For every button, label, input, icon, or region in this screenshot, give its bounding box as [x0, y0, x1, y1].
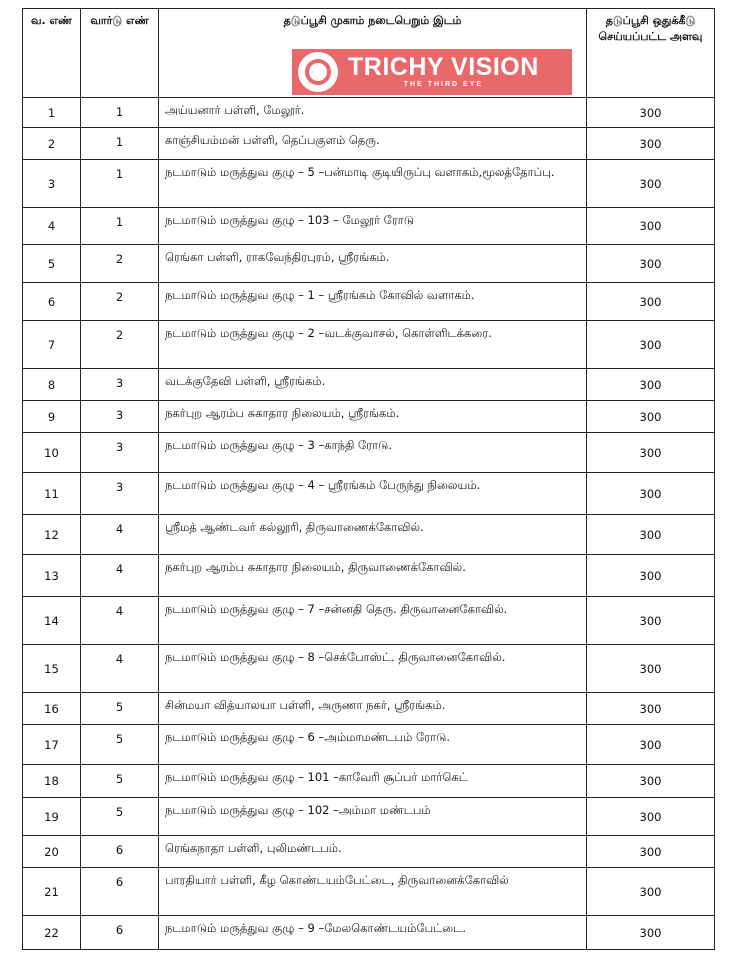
row-ward-number: 5: [81, 798, 159, 836]
row-serial-number: 22: [23, 916, 81, 950]
row-camp-place: நடமாடும் மருத்துவ குழு – 103 – மேலூர் ரோடு: [159, 208, 587, 245]
table-row: [23, 555, 715, 597]
row-ward-number: 6: [81, 868, 159, 916]
row-serial-number: 9: [23, 401, 81, 433]
row-camp-place: நகர்புற ஆரம்ப சுகாதார நிலையம், ஸ்ரீரங்கம்.: [159, 401, 587, 433]
row-allocated-quantity: 300: [587, 597, 715, 645]
table-row: [23, 868, 715, 916]
table-row: [23, 765, 715, 798]
table-row: [23, 645, 715, 693]
table-row: [23, 160, 715, 208]
row-camp-place: சின்மயா வித்யாலயா பள்ளி, அருணா நகர், ஸ்ரீரங்கம்.: [159, 693, 587, 725]
row-camp-place: ஸ்ரீமத் ஆண்டவர் கல்லூரி, திருவாணைக்கோவில்.: [159, 515, 587, 555]
row-allocated-quantity: 300: [587, 283, 715, 321]
row-camp-place: அய்யனார் பள்ளி, மேலூர்.: [159, 98, 587, 128]
row-serial-number: 3: [23, 160, 81, 208]
row-ward-number: 3: [81, 401, 159, 433]
row-allocated-quantity: 300: [587, 473, 715, 515]
row-ward-number: 2: [81, 321, 159, 369]
row-ward-number: 5: [81, 693, 159, 725]
row-allocated-quantity: 300: [587, 321, 715, 369]
row-ward-number: 6: [81, 916, 159, 950]
row-ward-number: 4: [81, 645, 159, 693]
row-ward-number: 1: [81, 208, 159, 245]
row-camp-place: நடமாடும் மருத்துவ குழு – 1 – ஸ்ரீரங்கம் கோவில் வளாகம்.: [159, 283, 587, 321]
row-ward-number: 3: [81, 473, 159, 515]
table-row: [23, 725, 715, 765]
row-serial-number: 17: [23, 725, 81, 765]
row-ward-number: 4: [81, 597, 159, 645]
row-allocated-quantity: 300: [587, 245, 715, 283]
row-serial-number: 5: [23, 245, 81, 283]
table-row: [23, 128, 715, 160]
header-ward-number: வார்டு எண்: [81, 9, 159, 98]
table-row: [23, 433, 715, 473]
row-camp-place: ரெங்கா பள்ளி, ராகவேந்திரபுரம், ஸ்ரீரங்கம்.: [159, 245, 587, 283]
row-ward-number: 6: [81, 836, 159, 868]
row-serial-number: 12: [23, 515, 81, 555]
row-serial-number: 11: [23, 473, 81, 515]
header-camp-place-label: தடுப்பூசி முகாம் நடைபெறும் இடம்: [283, 14, 462, 27]
row-ward-number: 1: [81, 128, 159, 160]
row-camp-place: நடமாடும் மருத்துவ குழு – 5 –பன்மாடி குடியிருப்பு வளாகம்,மூலத்தோப்பு.: [159, 160, 587, 208]
table-row: [23, 515, 715, 555]
row-serial-number: 20: [23, 836, 81, 868]
row-camp-place: நடமாடும் மருத்துவ குழு – 4 – ஸ்ரீரங்கம் பேருந்து நிலையம்.: [159, 473, 587, 515]
table-row: [23, 401, 715, 433]
watermark-subtitle: THE THIRD EYE: [403, 81, 484, 88]
row-allocated-quantity: 300: [587, 725, 715, 765]
row-serial-number: 6: [23, 283, 81, 321]
row-allocated-quantity: 300: [587, 401, 715, 433]
row-allocated-quantity: 300: [587, 868, 715, 916]
row-serial-number: 13: [23, 555, 81, 597]
row-serial-number: 18: [23, 765, 81, 798]
table-row: [23, 916, 715, 950]
table-row: [23, 98, 715, 128]
row-camp-place: வடக்குதேவி பள்ளி, ஸ்ரீரங்கம்.: [159, 369, 587, 401]
vaccination-camp-table: [22, 8, 715, 950]
row-allocated-quantity: 300: [587, 98, 715, 128]
table-row: [23, 369, 715, 401]
header-serial-number: வ. எண்: [23, 9, 81, 98]
table-row: [23, 693, 715, 725]
row-camp-place: நடமாடும் மருத்துவ குழு – 8 –செக்போஸ்ட். திருவானைகோவில்.: [159, 645, 587, 693]
row-serial-number: 1: [23, 98, 81, 128]
row-camp-place: பாரதியார் பள்ளி, கீழ கொண்டயம்பேட்டை, திருவானைக்கோவில்: [159, 868, 587, 916]
row-allocated-quantity: 300: [587, 433, 715, 473]
row-serial-number: 10: [23, 433, 81, 473]
row-ward-number: 5: [81, 725, 159, 765]
row-camp-place: நடமாடும் மருத்துவ குழு – 3 –காந்தி ரோடு.: [159, 433, 587, 473]
row-camp-place: நடமாடும் மருத்துவ குழு – 101 –காவேரி சூப்பர் மார்கெட்: [159, 765, 587, 798]
row-serial-number: 4: [23, 208, 81, 245]
row-serial-number: 21: [23, 868, 81, 916]
row-serial-number: 15: [23, 645, 81, 693]
row-camp-place: ரெங்கநாதா பள்ளி, புலிமண்டபம்.: [159, 836, 587, 868]
header-camp-place: [159, 9, 587, 98]
trichy-vision-watermark: [292, 49, 572, 95]
row-allocated-quantity: 300: [587, 798, 715, 836]
row-ward-number: 1: [81, 160, 159, 208]
table-row: [23, 597, 715, 645]
row-ward-number: 2: [81, 245, 159, 283]
table-row: [23, 473, 715, 515]
row-camp-place: நடமாடும் மருத்துவ குழு – 102 –அம்மா மண்டபம்: [159, 798, 587, 836]
header-allocated-quantity: தடுப்பூசி ஒதுக்கீடு செய்யப்பட்ட அளவு: [587, 9, 715, 98]
row-allocated-quantity: 300: [587, 128, 715, 160]
row-ward-number: 5: [81, 765, 159, 798]
row-allocated-quantity: 300: [587, 515, 715, 555]
row-ward-number: 4: [81, 555, 159, 597]
row-camp-place: காஞ்சியம்மன் பள்ளி, தெப்பகுளம் தெரு.: [159, 128, 587, 160]
table-row: [23, 245, 715, 283]
row-serial-number: 2: [23, 128, 81, 160]
table-row: [23, 321, 715, 369]
eye-logo-icon: [298, 52, 338, 92]
row-allocated-quantity: 300: [587, 693, 715, 725]
row-allocated-quantity: 300: [587, 836, 715, 868]
row-serial-number: 7: [23, 321, 81, 369]
row-serial-number: 8: [23, 369, 81, 401]
row-allocated-quantity: 300: [587, 555, 715, 597]
row-allocated-quantity: 300: [587, 369, 715, 401]
row-ward-number: 3: [81, 369, 159, 401]
row-allocated-quantity: 300: [587, 160, 715, 208]
row-serial-number: 19: [23, 798, 81, 836]
row-camp-place: நடமாடும் மருத்துவ குழு – 2 –வடக்குவாசல், கொள்ளிடக்கரை.: [159, 321, 587, 369]
table-row: [23, 836, 715, 868]
row-allocated-quantity: 300: [587, 916, 715, 950]
row-camp-place: நடமாடும் மருத்துவ குழு – 9 –மேலகொண்டயம்பேட்டை.: [159, 916, 587, 950]
row-camp-place: நடமாடும் மருத்துவ குழு – 6 –அம்மாமண்டபம் ரோடு.: [159, 725, 587, 765]
row-allocated-quantity: 300: [587, 765, 715, 798]
row-ward-number: 1: [81, 98, 159, 128]
row-ward-number: 2: [81, 283, 159, 321]
row-ward-number: 3: [81, 433, 159, 473]
row-camp-place: நகர்புற ஆரம்ப சுகாதார நிலையம், திருவாணைக்கோவில்.: [159, 555, 587, 597]
row-serial-number: 14: [23, 597, 81, 645]
watermark-title: TRICHY VISION: [348, 53, 539, 81]
row-ward-number: 4: [81, 515, 159, 555]
table-row: [23, 798, 715, 836]
table-row: [23, 283, 715, 321]
row-camp-place: நடமாடும் மருத்துவ குழு – 7 –சன்னதி தெரு. திருவானைகோவில்.: [159, 597, 587, 645]
row-serial-number: 16: [23, 693, 81, 725]
vaccination-camp-table-sheet: [22, 8, 714, 950]
row-allocated-quantity: 300: [587, 208, 715, 245]
table-row: [23, 208, 715, 245]
row-allocated-quantity: 300: [587, 645, 715, 693]
table-header-row: [23, 9, 715, 98]
